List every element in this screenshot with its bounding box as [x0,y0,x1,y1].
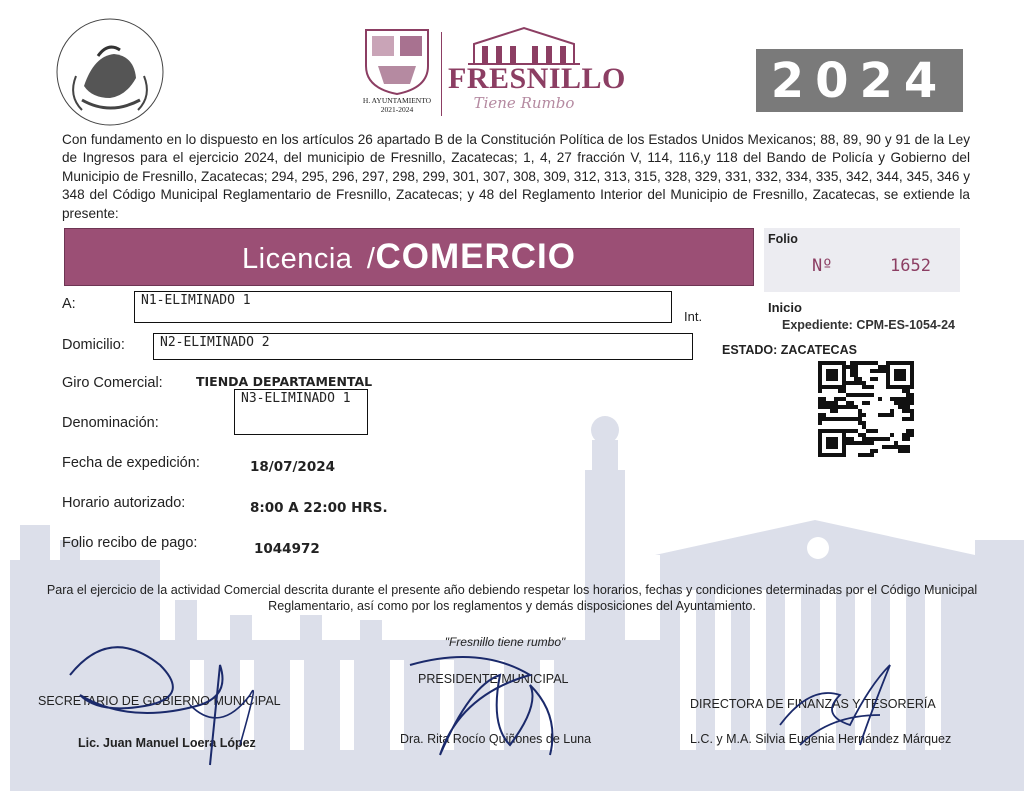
banner-tipo: COMERCIO [375,237,576,276]
signature-name-directora: L.C. y M.A. Silvia Eugenia Hernández Márquez [690,732,952,746]
domicilio-field: N2-ELIMINADO 2 [153,333,693,360]
signature-name-presidente: Dra. Rita Rocío Quiñones de Luna [400,732,592,746]
denominacion-field: N3-ELIMINADO 1 [234,389,368,435]
estado-text: ESTADO: ZACATECAS [722,343,857,357]
conditions-text: Para el ejercicio de la actividad Comercial descrita durante el presente año debiendo respetar los horarios, fechas y condiciones determinadas por el Código Municipal Reglamentario, así como por los reglamentos y demás disposiciones del Ayuntamiento. [46,583,978,613]
expediente-text: Expediente: CPM-ES-1054-24 [782,318,955,332]
motto: "Fresnillo tiene rumbo" [444,635,566,649]
horario-label: Horario autorizado: [62,495,186,511]
signature-title-directora: DIRECTORA DE FINANZAS Y TESORERÍA [690,697,936,711]
domicilio-label: Domicilio: [62,337,125,353]
folio-number-prefix: Nº [812,256,833,276]
folio-number: 1652 [890,256,931,276]
directora-handwritten-signature [760,655,900,765]
inicio-label: Inicio [768,300,802,315]
ayuntamiento-shield-logo [358,26,436,120]
ayuntamiento-label: H. AYUNTAMIENTO [362,96,432,105]
folio-recibo-label: Folio recibo de pago: [62,535,198,551]
brand-name: FRESNILLO [448,62,626,95]
signature-title-presidente: PRESIDENTE MUNICIPAL [418,672,569,686]
banner-slash: / [366,243,376,275]
horario-value: 8:00 A 22:00 HRS. [250,500,388,516]
year-box [756,49,963,112]
secretario-handwritten-signature [50,615,320,785]
fecha-label: Fecha de expedición: [62,455,200,471]
year-text: 2024 [770,53,949,109]
fresnillo-brand-logo [448,24,626,119]
qr-code [818,361,914,457]
signature-title-secretario: SECRETARIO DE GOBIERNO MUNICIPAL [38,694,281,708]
giro-value: TIENDA DEPARTAMENTAL [196,374,373,389]
license-type-banner [64,228,754,286]
folio-label: Folio [768,232,798,246]
folio-box [764,228,960,292]
ayuntamiento-period: 2021-2024 [380,105,414,114]
coat-of-arms-logo [54,16,166,128]
banner-licencia: Licencia [242,243,353,275]
presidente-handwritten-signature [400,645,600,770]
signature-name-secretario: Lic. Juan Manuel Loera López [78,736,256,750]
fecha-value: 18/07/2024 [250,459,336,475]
recipient-name-field: N1-ELIMINADO 1 [134,291,672,323]
int-label: Int. [684,309,703,324]
logo-divider [441,32,442,116]
folio-recibo-value: 1044972 [254,541,320,557]
denominacion-label: Denominación: [62,415,159,431]
a-label: A: [62,296,76,312]
legal-foundation-text: Con fundamento en lo dispuesto en los artículos 26 apartado B de la Constitución Política de los Estados Unidos Mexicanos; 88, 89, 90 y 91 de la Ley de Ingresos para el ejercicio 2024, del municipio de Fresnillo, Zacatecas; 1, 4, 27 fracción V, 114, 116,y 118 del Bando de Policía y Gobierno del Municipio de Fresnillo, Zacatecas; 294, 295, 296, 297, 298, 299, 301, 307, 308, 309, 312, 313, 315, 328, 329, 331, 332, 334, 335, 342, 344, 345, 346 y 348 del Código Municipal Reglamentario de Fresnillo, Zacatecas; y 48 del Reglamento Interior del Municipio de Fresnillo, Zacatecas, se extiende la presente: [62,132,970,221]
giro-label: Giro Comercial: [62,375,163,391]
brand-slogan: Tiene Rumbo [473,94,575,112]
